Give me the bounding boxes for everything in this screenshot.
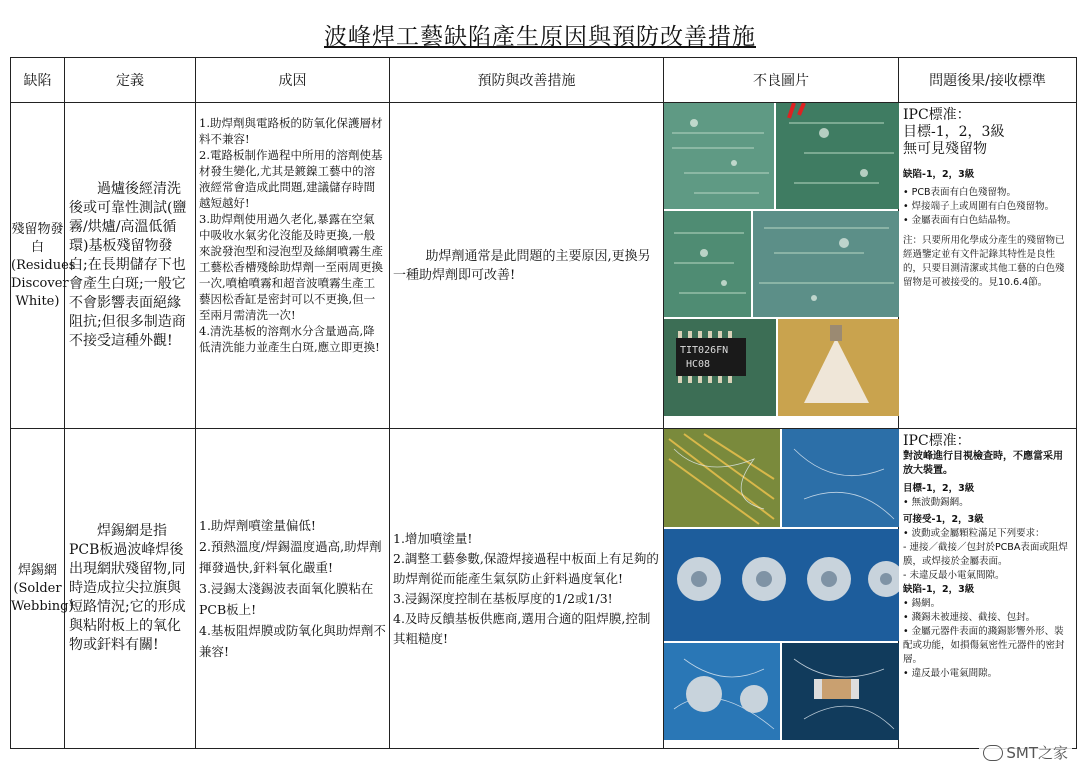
defect-definition: 焊錫網是指PCB板過波峰焊後出現網狀殘留物,同時造成拉尖拉旗與短路情況;它的形成與粘附板上的氧化物或釬料有關! xyxy=(65,429,196,749)
header-standard: 問題後果/接收標準 xyxy=(899,58,1077,103)
svg-text:TIT026FN: TIT026FN xyxy=(680,345,729,356)
header-images: 不良圖片 xyxy=(664,58,899,103)
header-defect: 缺陷 xyxy=(11,58,65,103)
standard-note: 可接受-1，2，3級 xyxy=(903,514,984,525)
acceptance-standard xyxy=(899,103,1077,429)
defect-definition: 過爐後經清洗後或可靠性測試(鹽霧/烘爐/高溫低循環)基板殘留物發白;在長期儲存下也會產生白斑;一般它不會影響表面絕緣阻抗;但很多制造商不接受這種外觀! xyxy=(65,103,196,429)
standard-note: 缺陷-1，2，3級 xyxy=(903,169,975,180)
defect-prevention xyxy=(390,103,664,429)
standard-note: • 金屬元器件表面的濺錫影響外形、裝配或功能，如損傷氣密性元器件的密封層。 xyxy=(903,626,1065,665)
cause-item: 3.浸錫太淺錫波表面氧化膜粘在PCB板上! xyxy=(199,581,374,617)
defect-images xyxy=(664,103,899,429)
defect-causes xyxy=(196,103,390,429)
defect-causes xyxy=(196,429,390,749)
defect-table xyxy=(10,57,1077,749)
prevention-item: 4.及時反饋基板供應商,選用合適的阻焊膜,控制其粗糙度! xyxy=(393,610,651,646)
standard-note: - 連接／截接／包封於PCBA表面或阻焊膜，或焊接於金屬表面。 xyxy=(903,542,1068,567)
standard-note: 注：只要所用化學成分產生的殘留物已經過鑒定並有文件記錄其特性是良性的，只要目測清潔或其他工藝的白色殘留物是可被接受的。見10.6.4節。 xyxy=(903,235,1065,288)
cause-item: 2.預熱溫度/焊錫溫度過高,助焊劑揮發過快,釬料氧化嚴重! xyxy=(199,539,382,575)
standard-note: • 無波動錫網。 xyxy=(903,497,969,508)
acceptance-standard xyxy=(899,429,1077,749)
standard-note: 缺陷-1，2，3級 xyxy=(903,584,975,595)
standard-line: 無可見殘留物 xyxy=(903,141,987,157)
standard-notes xyxy=(903,168,1072,290)
standard-note: • 焊接端子上或周圍有白色殘留物。 xyxy=(903,201,1055,212)
watermark-text: SMT之家 xyxy=(1006,744,1068,762)
standard-heading: IPC標准： xyxy=(903,433,971,449)
header-definition: 定義 xyxy=(65,58,196,103)
standard-note: - 未違反最小電氣間隙。 xyxy=(903,570,1005,581)
standard-note: • 波動或金屬顆粒滿足下列要求： xyxy=(903,528,1045,539)
prevention-item: 1.增加噴塗量! xyxy=(393,530,473,546)
defect-name: 焊錫網(Solder Webbing) xyxy=(11,429,65,749)
header-row xyxy=(11,58,1077,103)
defect-images xyxy=(664,429,899,749)
header-prevention: 預防與改善措施 xyxy=(390,58,664,103)
svg-text:HC08: HC08 xyxy=(686,359,711,370)
standard-line: 目標-1，2，3級 xyxy=(903,124,1005,140)
defect-name: 殘留物發白(Residues Discover White) xyxy=(11,103,65,429)
defect-prevention xyxy=(390,429,664,749)
prevention-item: 3.浸錫深度控制在基板厚度的1/2或1/3! xyxy=(393,590,613,606)
prevention-item: 助焊劑通常是此問題的主要原因,更換另一種助焊劑即可改善! xyxy=(393,248,651,283)
standard-note: • PCB表面有白色殘留物。 xyxy=(903,187,1017,198)
header-cause: 成因 xyxy=(196,58,390,103)
standard-note: • 違反最小電氣間隙。 xyxy=(903,668,998,679)
wechat-logo-icon xyxy=(983,745,1003,761)
prevention-item: 2.調整工藝參數,保證焊接過程中板面上有足夠的助焊劑從而能產生氣氛防止釬料過度氧化! xyxy=(393,550,659,586)
cause-item: 3.助焊劑使用過久老化,暴露在空氣中吸收水氣劣化沒能及時更換,一般來說發泡型和浸泡型及絲網噴霧生產工藝松香槽殘餘助焊劑一至兩周更換一次,噴槍噴霧和超音波噴霧生產工藝因松香缸是密封可以不更換,但一至兩月需清洗一次! xyxy=(199,212,383,322)
pcb-photo xyxy=(664,103,899,416)
cause-item: 4.基板阻焊膜或防氧化與助焊劑不兼容! xyxy=(199,623,386,659)
table-row xyxy=(11,429,1077,749)
cause-item: 2.電路板制作過程中所用的溶劑使基材發生變化,尤其是鍍鎳工藝中的溶液經常會造成此問題,建議儲存時間越短越好! xyxy=(199,148,383,210)
solder-web-photo xyxy=(664,429,899,740)
standard-notes xyxy=(903,482,1072,681)
page-title: 波峰焊工藝缺陷產生原因與預防改善措施 xyxy=(324,24,756,50)
standard-heading: IPC標准： xyxy=(903,107,971,123)
cause-item: 1.助焊劑與電路板的防氧化保護層材料不兼容! xyxy=(199,116,383,146)
cause-item: 4.清洗基板的溶劑水分含量過高,降低清洗能力並產生白斑,應立即更換! xyxy=(199,324,380,354)
standard-note: • 金屬表面有白色結晶物。 xyxy=(903,215,1017,226)
standard-line: 對波峰進行目視檢查時，不應當采用放大裝置。 xyxy=(903,451,1063,476)
watermark xyxy=(979,742,1072,763)
standard-note: 目標-1，2，3級 xyxy=(903,483,975,494)
standard-note: • 濺錫未被連接、截接、包封。 xyxy=(903,612,1036,623)
table-row xyxy=(11,103,1077,429)
standard-note: • 錫網。 xyxy=(903,598,941,609)
cause-item: 1.助焊劑噴塗量偏低! xyxy=(199,518,316,533)
